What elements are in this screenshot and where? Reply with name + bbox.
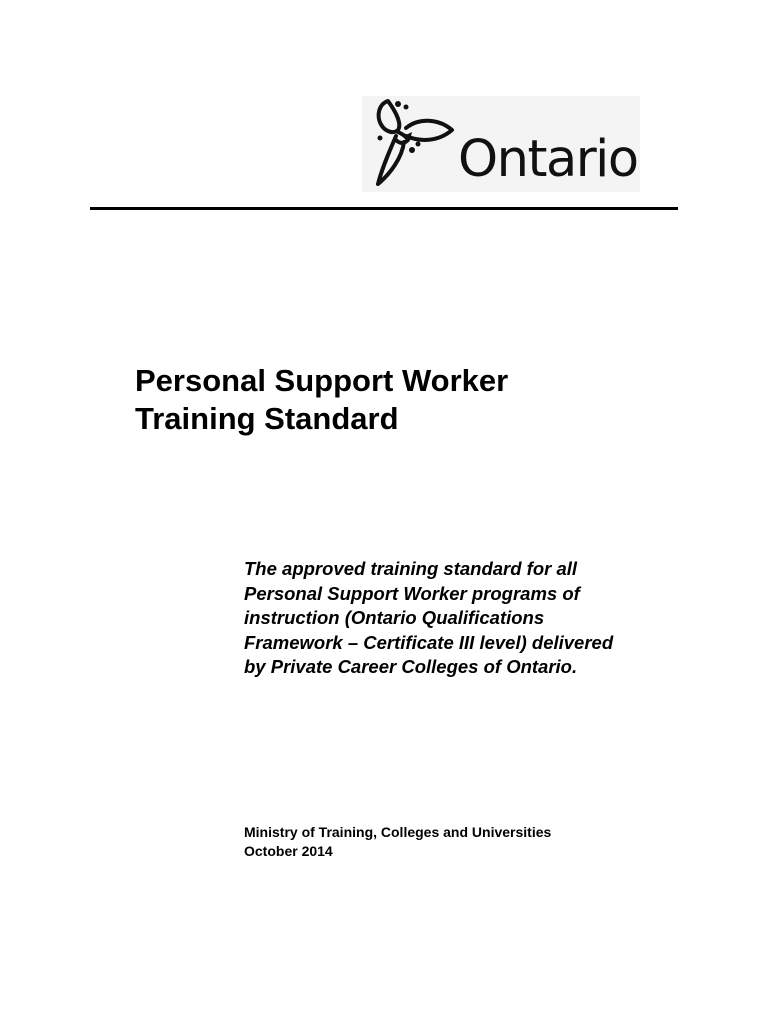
description-line: The approved training standard for all bbox=[244, 558, 578, 579]
publisher-block bbox=[244, 823, 551, 861]
publication-date: October 2014 bbox=[244, 843, 333, 859]
header-divider bbox=[90, 207, 678, 210]
document-title bbox=[135, 362, 508, 438]
description-line: Framework – Certificate III level) delivered bbox=[244, 631, 614, 653]
publisher-name: Ministry of Training, Colleges and Universities bbox=[244, 824, 552, 840]
title-line: Training Standard bbox=[135, 401, 399, 436]
ontario-logo bbox=[362, 96, 640, 192]
logo-wordmark: Ontario bbox=[458, 130, 638, 189]
description-line: Personal Support Worker programs of bbox=[244, 582, 580, 604]
trillium-icon bbox=[368, 96, 462, 188]
description-line: instruction (Ontario Qualifications bbox=[244, 607, 545, 628]
document-description bbox=[244, 557, 613, 680]
title-line: Personal Support Worker bbox=[135, 363, 509, 398]
description-line: by Private Career Colleges of Ontario. bbox=[244, 656, 578, 677]
